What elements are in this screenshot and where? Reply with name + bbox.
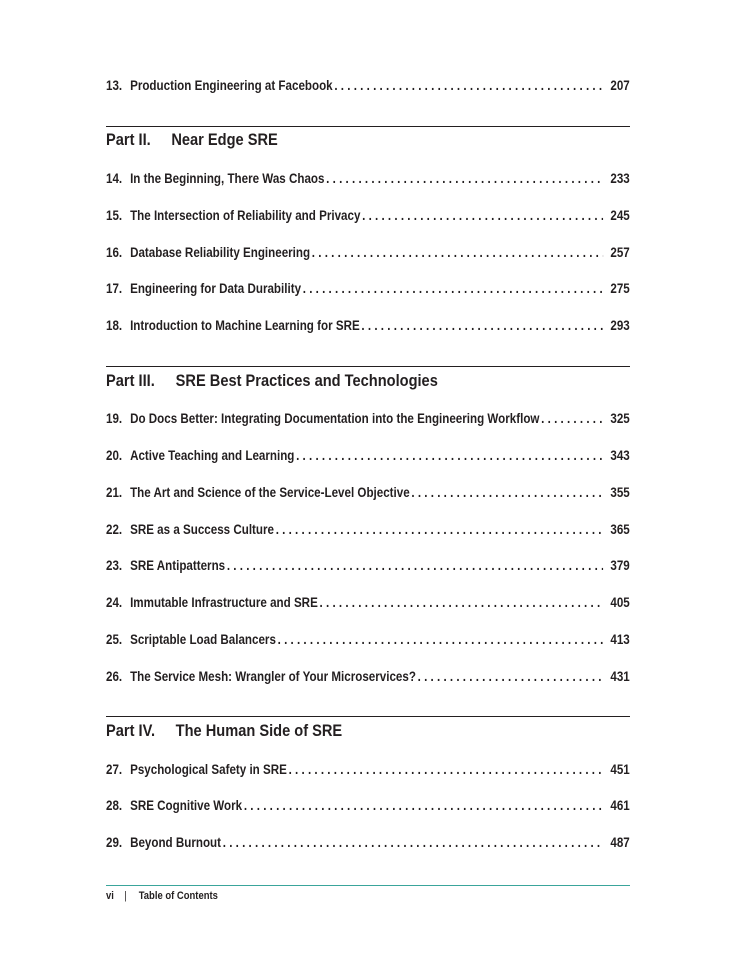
chapter-number: 15. (106, 208, 123, 223)
chapter-number: 28. (106, 798, 123, 813)
folio: vi (106, 890, 114, 902)
page-number: 245 (610, 208, 630, 223)
chapter-title: Active Teaching and Learning (130, 448, 295, 463)
toc-entry-28[interactable] (106, 798, 630, 818)
page-number: 325 (610, 411, 630, 426)
chapter-title: Do Docs Better: Integrating Documentation into the Engineering Workflow (130, 411, 540, 426)
chapter-title: Immutable Infrastructure and SRE (130, 595, 318, 610)
chapter-title: Scriptable Load Balancers (130, 632, 276, 647)
chapter-number: 26. (106, 669, 123, 684)
toc-entry-17[interactable] (106, 281, 630, 301)
toc-entry-14[interactable] (106, 171, 630, 191)
page-number: 355 (610, 485, 630, 500)
chapter-title: The Service Mesh: Wrangler of Your Microservices? (130, 669, 416, 684)
chapter-number: 21. (106, 485, 123, 500)
leader-dots (333, 78, 604, 93)
page-number: 233 (610, 171, 630, 186)
chapter-number: 22. (106, 522, 123, 537)
toc-entry-15[interactable] (106, 208, 630, 228)
toc-entry-19[interactable] (106, 411, 630, 431)
page-footer (106, 890, 218, 902)
toc-entry-24[interactable] (106, 595, 630, 615)
toc-entry-21[interactable] (106, 485, 630, 505)
chapter-number: 24. (106, 595, 123, 610)
chapter-number: 16. (106, 245, 123, 260)
leader-dots (416, 669, 604, 684)
part-divider (106, 716, 630, 717)
leader-dots (225, 558, 603, 573)
chapter-number: 14. (106, 171, 123, 186)
chapter-title: In the Beginning, There Was Chaos (130, 171, 325, 186)
leader-dots (324, 171, 603, 186)
chapter-number: 18. (106, 318, 123, 333)
part-label: Part IV. (106, 721, 156, 740)
chapter-number: 17. (106, 281, 123, 296)
chapter-number: 27. (106, 762, 123, 777)
toc-entry-27[interactable] (106, 762, 630, 782)
part-heading-ii (106, 130, 278, 154)
toc-entry-18[interactable] (106, 318, 630, 338)
leader-dots (294, 448, 603, 463)
toc-entry-13[interactable] (106, 78, 630, 98)
page-number: 365 (610, 522, 630, 537)
chapter-title: Production Engineering at Facebook (130, 78, 333, 93)
leader-dots (410, 485, 604, 500)
page-number: 413 (610, 632, 630, 647)
chapter-number: 20. (106, 448, 123, 463)
part-label: Part III. (106, 371, 155, 390)
part-heading-iii (106, 371, 438, 395)
part-divider (106, 126, 630, 127)
leader-dots (301, 281, 603, 296)
chapter-title: SRE Cognitive Work (130, 798, 243, 813)
chapter-title: Psychological Safety in SRE (130, 762, 287, 777)
page-number: 379 (610, 558, 630, 573)
toc-entry-20[interactable] (106, 448, 630, 468)
leader-dots (539, 411, 603, 426)
page-number: 487 (610, 835, 630, 850)
chapter-number: 25. (106, 632, 123, 647)
part-title: SRE Best Practices and Technologies (175, 371, 438, 390)
leader-dots (276, 632, 604, 647)
leader-dots (310, 245, 603, 260)
chapter-title: The Intersection of Reliability and Privacy (130, 208, 361, 223)
chapter-title: The Art and Science of the Service-Level Objective (130, 485, 410, 500)
part-label: Part II. (106, 130, 151, 149)
page-number: 431 (610, 669, 630, 684)
page-number: 343 (610, 448, 630, 463)
footer-rule (106, 885, 630, 886)
page-number: 405 (610, 595, 630, 610)
page-number: 207 (610, 78, 630, 93)
chapter-number: 13. (106, 78, 123, 93)
chapter-number: 19. (106, 411, 123, 426)
part-title: Near Edge SRE (171, 130, 278, 149)
leader-dots (360, 318, 604, 333)
chapter-title: Engineering for Data Durability (130, 281, 302, 296)
running-footer-title: Table of Contents (138, 890, 218, 902)
chapter-title: Beyond Burnout (130, 835, 222, 850)
toc-entry-25[interactable] (106, 632, 630, 652)
chapter-title: SRE as a Success Culture (130, 522, 274, 537)
page-number: 257 (610, 245, 630, 260)
part-title: The Human Side of SRE (175, 721, 343, 740)
part-heading-iv (106, 721, 342, 745)
chapter-number: 29. (106, 835, 123, 850)
toc-entry-22[interactable] (106, 522, 630, 542)
leader-dots (318, 595, 604, 610)
leader-dots (221, 835, 603, 850)
leader-dots (287, 762, 604, 777)
footer-separator: | (124, 890, 127, 902)
toc-entry-26[interactable] (106, 669, 630, 689)
chapter-title: SRE Antipatterns (130, 558, 226, 573)
page-number: 451 (610, 762, 630, 777)
page-number: 275 (610, 281, 630, 296)
toc-entry-29[interactable] (106, 835, 630, 855)
toc-entry-23[interactable] (106, 558, 630, 578)
chapter-title: Introduction to Machine Learning for SRE (130, 318, 360, 333)
chapter-title: Database Reliability Engineering (130, 245, 311, 260)
toc-entry-16[interactable] (106, 245, 630, 265)
page-number: 461 (610, 798, 630, 813)
part-divider (106, 366, 630, 367)
chapter-number: 23. (106, 558, 123, 573)
leader-dots (274, 522, 604, 537)
page-number: 293 (610, 318, 630, 333)
leader-dots (360, 208, 603, 223)
leader-dots (242, 798, 603, 813)
